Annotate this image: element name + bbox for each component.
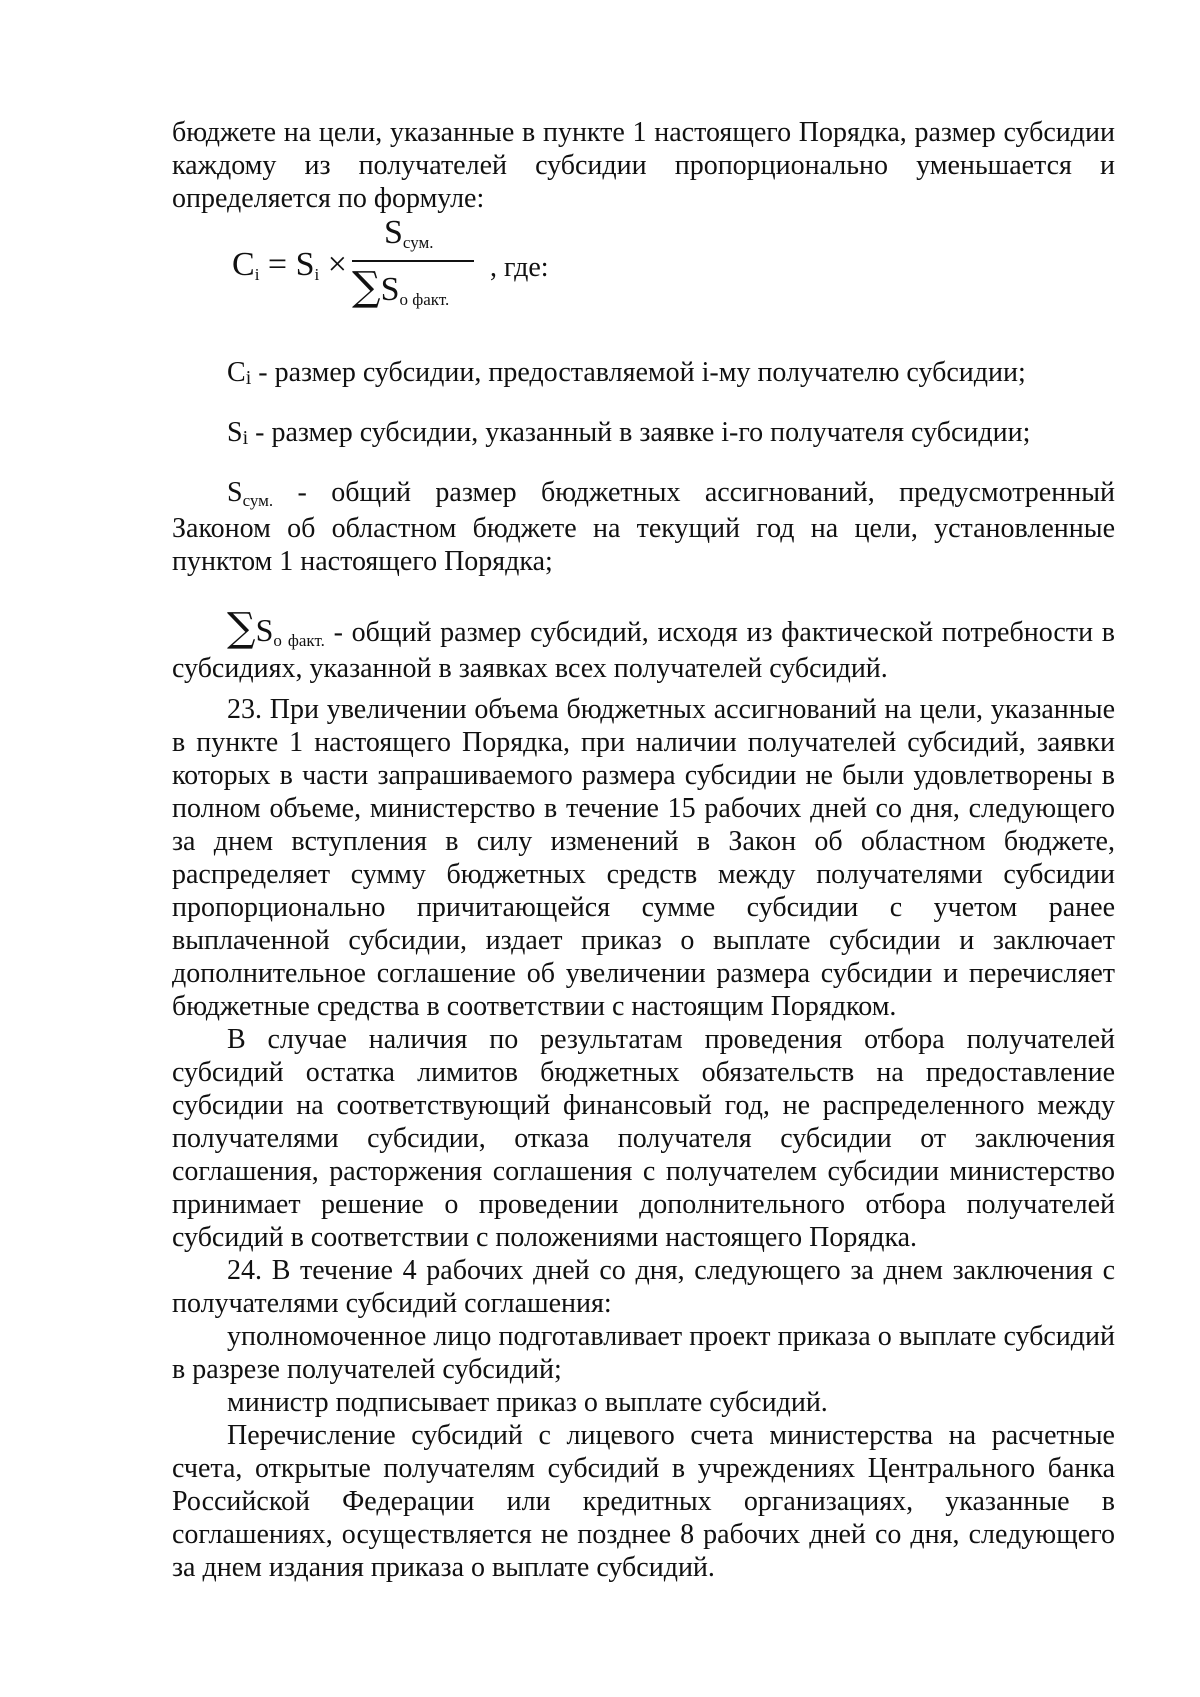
def-si-text: - размер субсидии, указанный в заявке i-го получателя субсидии;: [248, 417, 1031, 448]
def-ci-text: - размер субсидии, предоставляемой i-му получателю субсидии;: [251, 357, 1026, 388]
subsidy-formula: [232, 214, 632, 324]
paragraph-24: 24. В течение 4 рабочих дней со дня, следующего за днем заключения с получателями субсидий соглашения:: [172, 1255, 1115, 1319]
definition-ci: [227, 356, 1026, 392]
definition-ssum: [172, 476, 1115, 578]
paragraph-23: 23. При увеличении объема бюджетных ассигнований на цели, указанные в пункте 1 настоящего Порядка, при наличии получателей субсидий, заявки которых в части запрашиваемого размера субсидии не были удовлетворены в полном объеме, министерство в течение 15 рабочих дней со дня, следующего за днем вступления в силу изменений в Закон об областном бюджете, распределяет сумму бюджетных средств между получателями субсидии пропорционально причитающейся сумме субсидии с учетом ранее выплаченной субсидии, издает приказ о выплате субсидии и заключает дополнительное соглашение об увеличении размера субсидии и перечисляет бюджетные средства в соответствии с настоящим Порядком.: [172, 694, 1115, 1022]
paragraph-24-item-1: уполномоченное лицо подготавливает проект приказа о выплате субсидий в разрезе получателей субсидий;: [172, 1321, 1115, 1385]
formula-where: , где:: [490, 252, 549, 283]
formula-num-symbol: S: [384, 214, 403, 251]
sigma-icon: ∑: [352, 264, 381, 310]
formula-times-sign: ×: [319, 246, 347, 283]
def-sfact-text: - общий размер субсидий, исходя из фактической потребности в субсидиях, указанной в заявках всех получателей субсидий.: [172, 617, 1116, 684]
formula-equals-s: = S: [259, 246, 315, 283]
definition-sfact: [172, 605, 1116, 685]
formula-num-subscript: сум.: [402, 233, 434, 252]
def-ci-subscript: i: [245, 367, 252, 389]
paragraph-23-additional: В случае наличия по результатам проведения отбора получателей субсидий остатка лимитов бюджетных обязательств на предоставление субсидии на соответствующий финансовый год, не распределенного между получателями субсидии, отказа получателя субсидии от заключения соглашения, расторжения соглашения с получателем субсидии министерство принимает решение о проведении дополнительного отбора получателей субсидий в соответствии с положениями настоящего Порядка.: [172, 1024, 1115, 1253]
def-ssum-symbol: S: [227, 477, 243, 508]
formula-numerator: [384, 214, 434, 252]
formula-denominator: [352, 264, 449, 310]
paragraph-24-item-2: министр подписывает приказ о выплате субсидий.: [227, 1387, 828, 1418]
formula-den-symbol: S: [380, 271, 400, 308]
formula-c-subscript: i: [254, 265, 260, 284]
def-ssum-subscript: сум.: [242, 491, 274, 510]
formula-c-symbol: C: [232, 246, 255, 283]
formula-fraction-bar: [352, 260, 474, 262]
section-body: [172, 693, 1115, 1584]
intro-text: бюджете на цели, указанные в пункте 1 настоящего Порядка, размер субсидии каждому из получателей субсидии пропорционально уменьшается и определяется по формуле:: [172, 117, 1115, 214]
def-si-symbol: S: [227, 417, 243, 448]
def-ssum-text: - общий размер бюджетных ассигнований, предусмотренный Законом об областном бюджете на текущий год на цели, установленные пунктом 1 настоящего Порядка;: [172, 477, 1115, 577]
def-si-subscript: i: [242, 427, 249, 449]
paragraph-24-transfer: Перечисление субсидий с лицевого счета министерства на расчетные счета, открытые получателям субсидий в учреждениях Центрального банка Российской Федерации или кредитных организациях, указанные в соглашениях, осуществляется не позднее 8 рабочих дней со дня, следующего за днем издания приказа о выплате субсидий.: [172, 1420, 1115, 1583]
def-sfact-symbol: S: [255, 612, 274, 648]
definition-si: [227, 416, 1030, 452]
sigma-icon: ∑: [227, 605, 256, 651]
intro-paragraph: [172, 116, 1115, 215]
formula-den-subscript: о факт.: [399, 290, 450, 309]
formula-s-subscript: i: [314, 265, 320, 284]
def-ci-symbol: C: [227, 357, 246, 388]
formula-lhs: [232, 246, 347, 284]
def-sfact-subscript: о факт.: [273, 631, 325, 650]
